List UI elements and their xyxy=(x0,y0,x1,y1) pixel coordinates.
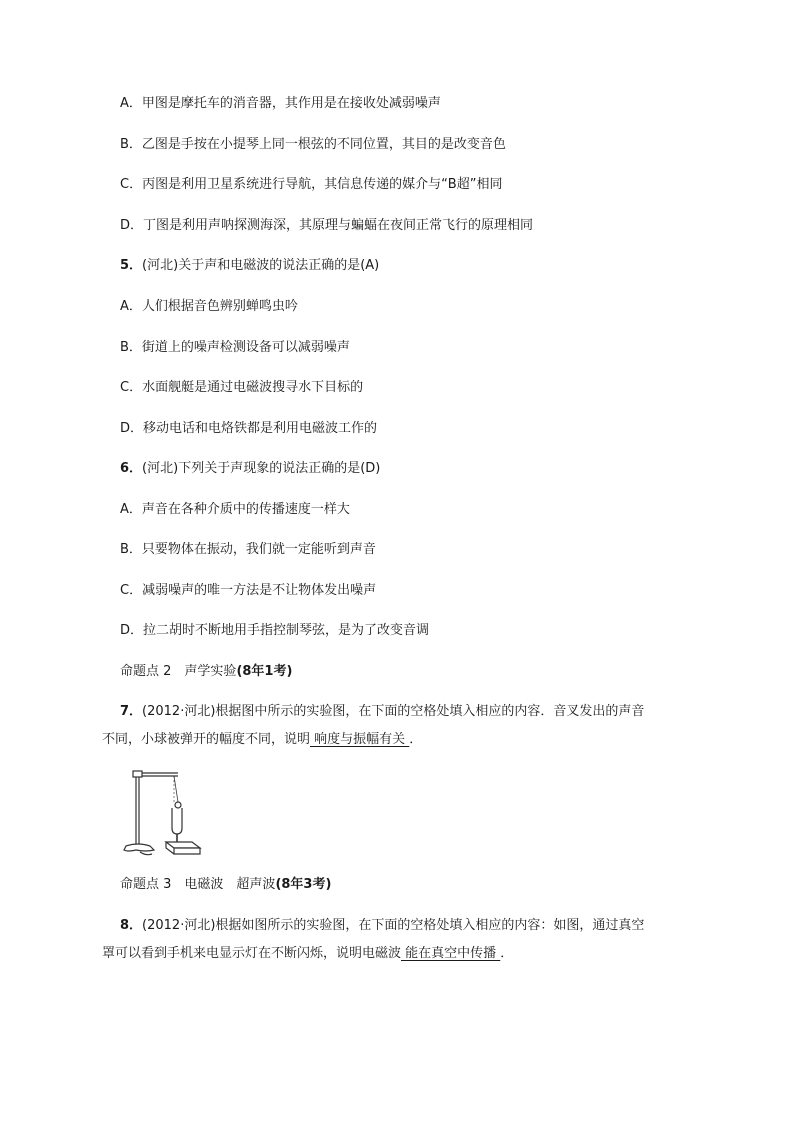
topic-2-label: 命题点 2 xyxy=(120,664,172,679)
q8-text-3: ． xyxy=(500,946,514,961)
q4-option-c: C．丙图是利用卫星系统进行导航，其信息传递的媒介与“B超”相同 xyxy=(120,177,503,192)
q8-text-1: (2012·河北)根据如图所示的实验图，在下面的空格处填入相应的内容：如图，通过真空 xyxy=(142,918,645,933)
q8-line-2 xyxy=(102,945,513,963)
q4-option-b: B．乙图是手按在小提琴上同一根弦的不同位置，其目的是改变音色 xyxy=(120,137,506,152)
q8-number: 8． xyxy=(120,918,143,933)
q6-option-c: C．减弱噪声的唯一方法是不让物体发出噪声 xyxy=(120,583,377,598)
tuning-fork-stand-drawing xyxy=(116,766,220,860)
q4-option-d: D．丁图是利用声呐探测海深，其原理与蝙蝠在夜间正常飞行的原理相同 xyxy=(120,218,534,233)
topic-3-count: (8年3考) xyxy=(275,877,332,892)
q5-stem: (河北)关于声和电磁波的说法正确的是(A) xyxy=(142,258,380,273)
topic-3-title: 电磁波 超声波 xyxy=(184,877,276,892)
q6-option-d: D．拉二胡时不断地用手指控制琴弦，是为了改变音调 xyxy=(120,623,430,638)
q6-option-b: B．只要物体在振动，我们就一定能听到声音 xyxy=(120,542,376,557)
q7-line-1 xyxy=(120,703,644,721)
topic-3-heading xyxy=(120,876,331,894)
q6-number: 6． xyxy=(120,461,143,476)
q5-number: 5． xyxy=(120,258,143,273)
q7-line-2 xyxy=(102,731,422,749)
q7-text-3: ． xyxy=(409,732,423,747)
tuning-fork-experiment-figure xyxy=(116,766,220,860)
q7-text-1: (2012·河北)根据图中所示的实验图，在下面的空格处填入相应的内容．音叉发出的声音 xyxy=(142,704,645,719)
q7-number: 7． xyxy=(120,704,143,719)
q5-option-c: C．水面舰艇是通过电磁波搜寻水下目标的 xyxy=(120,380,364,395)
topic-2-count: (8年1考) xyxy=(236,664,293,679)
q4-option-a: A．甲图是摩托车的消音器，其作用是在接收处减弱噪声 xyxy=(120,96,441,111)
q6-stem-line xyxy=(120,460,380,478)
q5-stem-line xyxy=(120,257,379,275)
q7-answer: 响度与振幅有关 xyxy=(310,732,410,747)
topic-2-heading xyxy=(120,663,292,681)
q6-stem: (河北)下列关于声现象的说法正确的是(D) xyxy=(142,461,381,476)
q5-option-a: A．人们根据音色辨别蝉鸣虫吟 xyxy=(120,299,298,314)
q7-text-2: 不同，小球被弹开的幅度不同，说明 xyxy=(102,732,311,747)
topic-2-title: 声学实验 xyxy=(184,664,237,679)
q5-option-b: B．街道上的噪声检测设备可以减弱噪声 xyxy=(120,340,350,355)
q6-option-a: A．声音在各种介质中的传播速度一样大 xyxy=(120,502,350,517)
q8-text-2: 罩可以看到手机来电显示灯在不断闪烁，说明电磁波 xyxy=(102,946,402,961)
topic-3-label: 命题点 3 xyxy=(120,877,172,892)
q8-line-1 xyxy=(120,917,644,935)
q5-option-d: D．移动电话和电烙铁都是利用电磁波工作的 xyxy=(120,421,378,436)
q8-answer: 能在真空中传播 xyxy=(401,946,501,961)
